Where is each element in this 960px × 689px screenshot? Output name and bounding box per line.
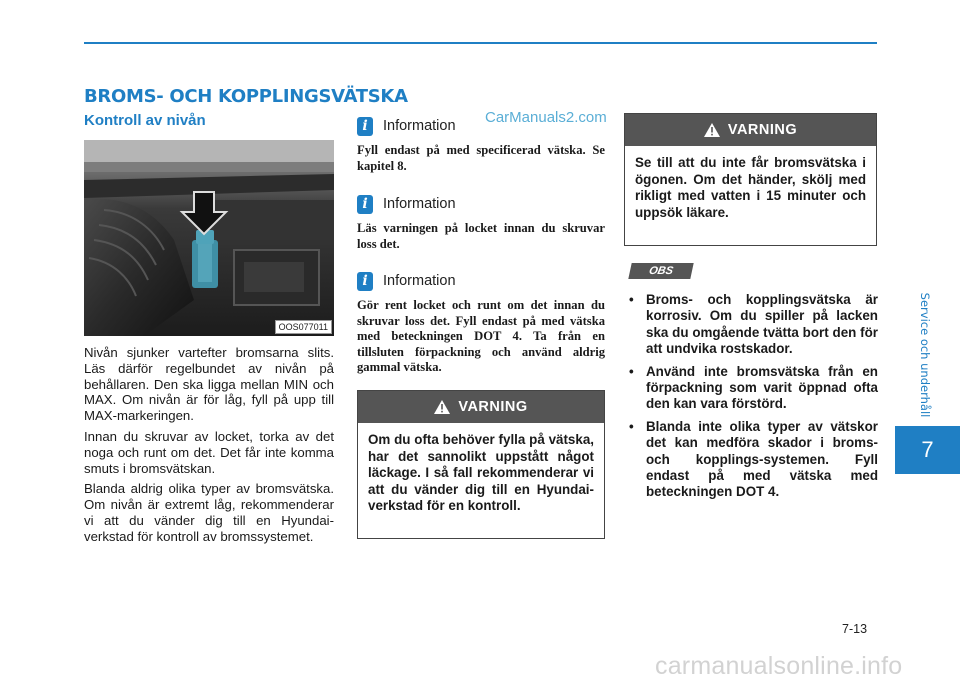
- warning-title: VARNING: [727, 122, 798, 138]
- info-label: Information: [383, 273, 456, 289]
- top-rule: [84, 42, 877, 44]
- list-item: • Använd inte bromsvätska från en förpackning som varit öppnad ofta den kan vara förstörd.: [624, 364, 878, 413]
- list-item: • Blanda inte olika typer av vätskor det kan medföra skador i broms- och kopplings-systemen. Fyll endast på med vätska med beteckningen DOT 4.: [624, 419, 878, 501]
- chapter-side-label: [915, 285, 935, 425]
- footer-watermark: carmanualsonline.info: [655, 652, 903, 680]
- page-number: 7-13: [842, 622, 868, 636]
- info-icon: i: [357, 272, 373, 291]
- engine-bay-illustration: [84, 140, 334, 336]
- info-icon: i: [357, 195, 373, 214]
- warning-box-center: [357, 390, 605, 539]
- photo-code: OOS077011: [275, 320, 332, 334]
- info-note-2: [357, 194, 605, 252]
- warning-header: [358, 391, 604, 423]
- warning-triangle-icon: [704, 123, 720, 137]
- info-label: Information: [383, 196, 456, 212]
- body-paragraph: Blanda aldrig olika typer av bromsvätska. Om nivån är extremt låg, rekommenderar vi att du vänder dig till en Hyundai-verkstad för kontroll av bromssystemet.: [84, 481, 334, 544]
- body-paragraph: Innan du skruvar av locket, torka av det noga och runt om det. Det får inte komma smuts i bromsvätskan.: [84, 428, 334, 476]
- warning-title: VARNING: [458, 399, 528, 415]
- list-item: • Broms- och kopplingsvätska är korrosiv. Om du spiller på lacken ska du omgående tvätta bort den för att undvika rostskador.: [624, 292, 878, 358]
- body-paragraph: Nivån sjunker vartefter bromsarna slits. Läs därför regelbundet av nivån på behållaren. Den ska ligga mellan MIN och MAX. Om nivån är för låg, fyll på upp till MAX-markeringen.: [84, 345, 334, 424]
- info-label: Information: [383, 118, 456, 134]
- subsection-title: Kontroll av nivån: [84, 112, 206, 129]
- carmanuals-watermark: CarManuals2.com: [485, 109, 607, 126]
- info-note-3: [357, 271, 605, 376]
- obs-list: [624, 292, 878, 507]
- chapter-side-label-text: Service och underhåll: [918, 292, 932, 418]
- warning-header: [625, 114, 876, 146]
- info-text: Läs varningen på locket innan du skruvar loss det.: [357, 221, 605, 251]
- warning-triangle-icon: [434, 400, 450, 414]
- info-icon: i: [357, 117, 373, 136]
- info-text: Gör rent locket och runt om det innan du skruvar loss det. Fyll endast på med vätska med beteckningen DOT 4. Ta från en tillsluten förpackning och använd aldrig gammal vätska.: [357, 298, 605, 375]
- warning-text: Se till att du inte får bromsvätska i ögonen. Om det händer, skölj med rikligt med vatten i 15 minuter och uppsök läkare.: [635, 155, 866, 220]
- info-text: Fyll endast på med specificerad vätska. Se kapitel 8.: [357, 143, 605, 173]
- engine-bay-photo: [84, 140, 334, 336]
- warning-text: Om du ofta behöver fylla på vätska, har det sannolikt uppstått något läckage. I så fall rekommenderar vi att du vänder dig till en Hyundai-verkstad för en kontroll.: [368, 432, 594, 513]
- body-text: [84, 345, 334, 550]
- obs-badge: OBS: [628, 263, 693, 279]
- chapter-tab: 7: [895, 426, 960, 474]
- section-title: BROMS- OCH KOPPLINGSVÄTSKA: [84, 86, 408, 107]
- warning-box-right: [624, 113, 877, 246]
